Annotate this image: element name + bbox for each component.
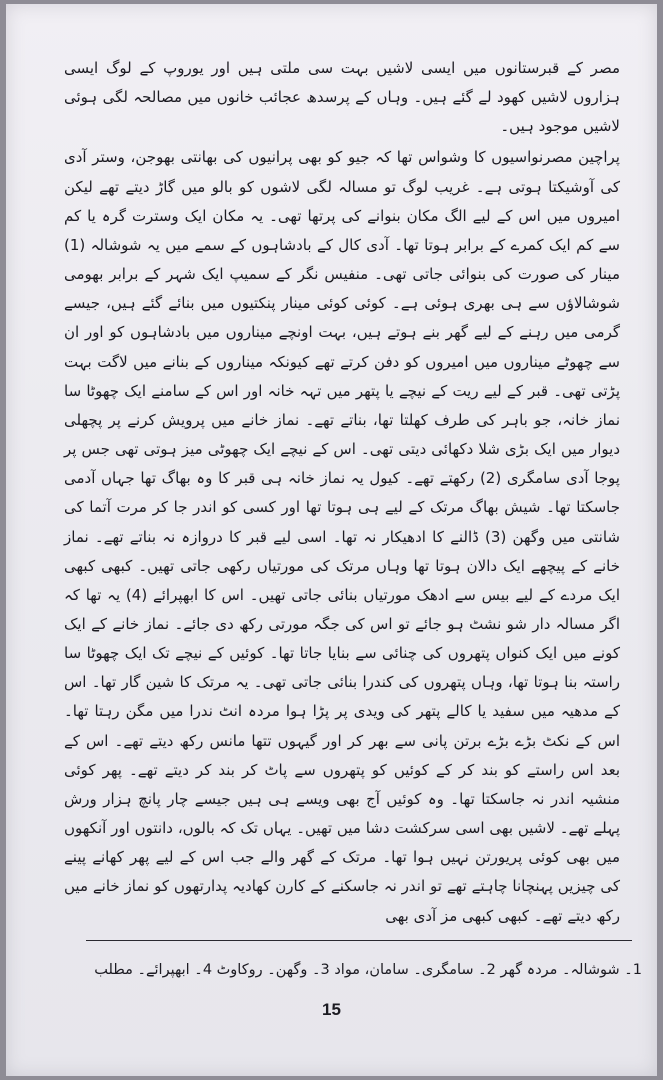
footnotes: 1۔ شوشالہ۔ مردہ گھر 2۔ سامگری۔ سامان، مواد 3۔ وگھن۔ روکاوٹ 4۔ ابھپرائے۔ مطلب [94, 962, 642, 978]
page-body [64, 54, 620, 931]
paragraph-1: مصر کے قبرستانوں میں ایسی لاشیں بہت سی ملتی ہیں اور یوروپ کے لوگ ایسی ہزاروں لاشیں کھود لے گئے ہیں۔ وہاں کے پرسدھ عجائب خانوں میں مصالحہ لگی ہوئی لاشیں موجود ہیں۔ [64, 59, 620, 136]
footnote-divider [86, 940, 632, 941]
paragraph-2: پراچین مصرنواسیوں کا وشواس تھا کہ جیو کو بھی پرانیوں کی بھانتی بھوجن، وستر آدی کی آوشیکتا ہوتی ہے۔ غریب لوگ تو مسالہ لگی لاشوں کو بالو میں گاڑ دیتے تھے لیکن امیروں میں اس کے لیے الگ مکان بنوانے کی پرتھا تھی۔ یہ مکان ایک وسترت گرہ یا کم سے کم ایک کمرے کے برابر ہوتا تھا۔ آدی کال کے بادشاہوں کے سمے میں یہ شوشالہ (1) مینار کی صورت کی بنوائی جاتی تھی۔ منفیس نگر کے سمیپ ایک شہر کے برابر بھومی شوشالاؤں سے ہی بھری ہوئی ہے۔ کوئی کوئی مینار پنکتیوں میں بنائے گئے ہیں، جیسے گرمی میں رہنے کے لیے گھر بنے ہوتے ہیں، بہت اونچے میناروں میں بادشاہوں کو اور ان سے چھوٹے میناروں میں امیروں کو دفن کرتے تھے کیونکہ میناروں کے بنانے میں لاگت بہت پڑتی تھی۔ قبر کے لیے ریت کے نیچے یا پتھر میں تہہ خانہ اور اس کے سامنے ایک چھوٹا سا نماز خانہ، جو باہر کی طرف کھلتا تھا، بناتے تھے۔ نماز خانے میں پرویش کرنے پر پچھلی دیوار میں ایک بڑی شلا دکھائی دیتی تھی۔ اس کے نیچے ایک چھوٹی میز ہوتی تھی جس پر پوجا آدی سامگری (2) رکھتے تھے۔ کیول یہ نماز خانہ ہی قبر کا وہ بھاگ تھا جہاں آدمی جاسکتا تھا۔ شیش بھاگ مرتک کے لیے ہی ہوتا تھا اور کسی کو اندر جا کر مرت آتما کی شانتی میں وگھن (3) ڈالنے کا ادھیکار نہ تھا۔ اسی لیے قبر کا دروازہ نہ بناتے تھے۔ نماز خانے کے پیچھے ایک دالان ہوتا تھا وہاں مرتک کی مورتیاں رکھی جاتی تھیں۔ کبھی کبھی ایک مردے کے لیے بیس سے ادھک مورتیاں بنائی جاتی تھیں۔ اس کا ابھپرائے (4) یہ تھا کہ اگر مسالہ دار شو نشٹ ہو جائے تو اس کی جگہ مورتی رکھ دی جائے۔ نماز خانے کے ایک کونے میں ایک کنواں پتھروں کی چنائی سے بنایا جاتا تھا۔ کوئیں کے نیچے تک ایک چھوٹا سا راستہ بنا ہوتا تھا، وہاں پتھروں کی کندرا بنائی جاتی تھی۔ یہ مرتک کا شین گار تھا۔ اس کے مدھیہ میں سفید یا کالے پتھر کی ویدی پر پڑا ہوا مردہ انٹ ندرا میں مگن رہتا تھا۔ اس کے نکٹ بڑے بڑے برتن پانی سے بھر کر اور گیہوں تتھا مانس رکھ دیتے تھے۔ اس کے بعد اس راستے کو بند کر کے کوئیں کو پتھروں سے پاٹ کر بند کر دیتے تھے۔ پھر کوئی منشیہ اندر نہ جاسکتا تھا۔ وہ کوئیں آج بھی ویسے ہی ہیں جیسے چار پانچ ہزار ورش پہلے تھے۔ لاشیں بھی اسی سرکشت دشا میں تھیں۔ یہاں تک کہ بالوں، دانتوں اور آنکھوں میں بھی کوئی پریورتن نہیں ہوا تھا۔ مرتک کے گھر والے جب اس کے لیے پھر کھانے پینے کی چیزیں پہنچانا چاہتے تھے تو اندر نہ جاسکنے کے کارن کھادیہ پدارتھوں کو نماز خانے میں رکھ دیتے تھے۔ کبھی کبھی مز آدی بھی [64, 148, 620, 925]
book-page [6, 4, 657, 1076]
page-number: 15 [322, 1000, 341, 1019]
